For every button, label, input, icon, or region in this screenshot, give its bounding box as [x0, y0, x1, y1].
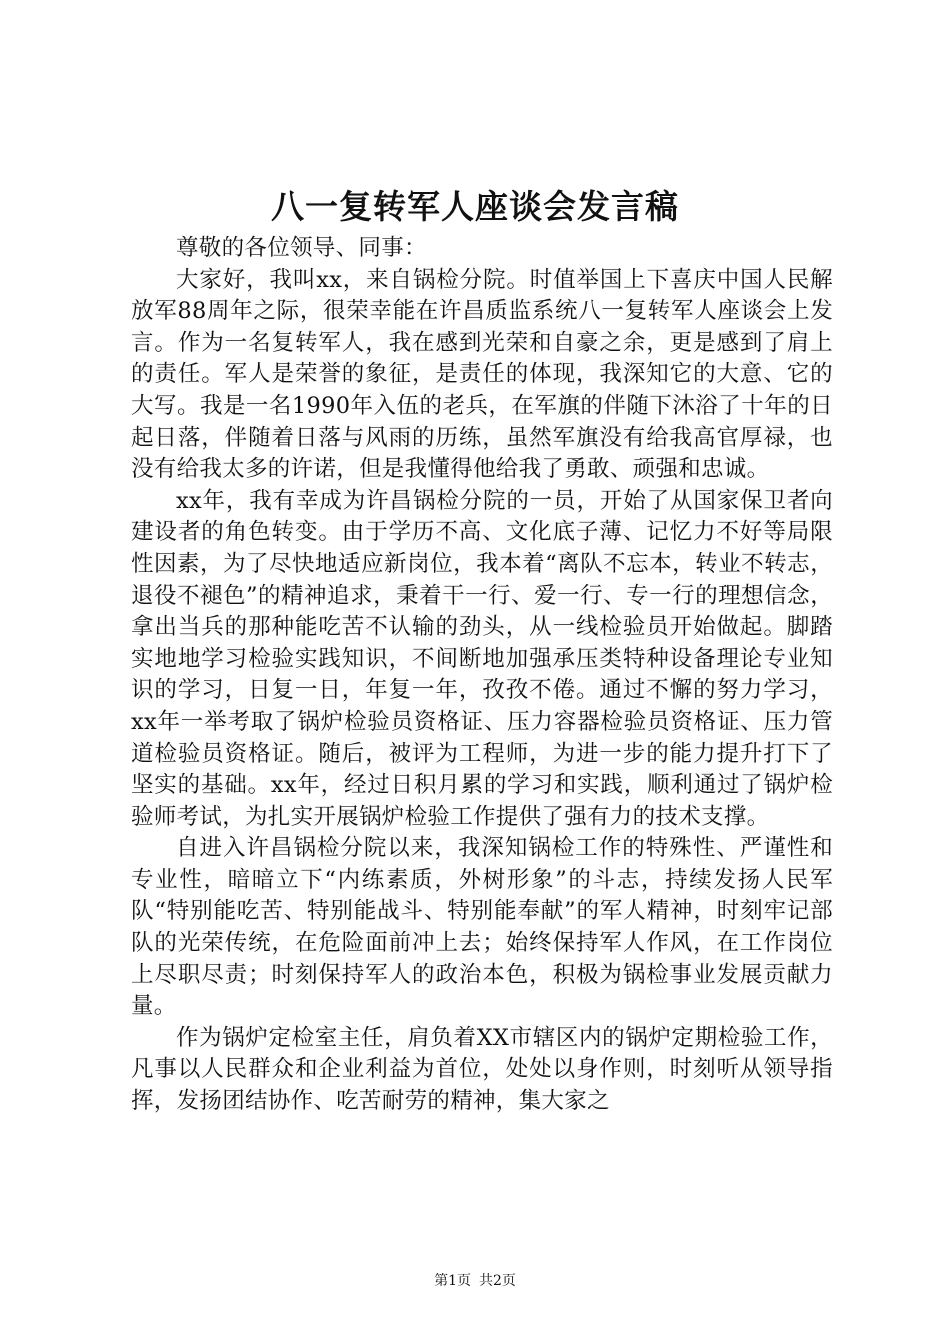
paragraph-4: 作为锅炉定检室主任，肩负着XX市辖区内的锅炉定期检验工作，凡事以人民群众和企业利益为首位，处处以身作则，时刻听从领导指挥，发扬团结协作、吃苦耐劳的精神，集大家之 — [131, 1024, 833, 1115]
salutation: 尊敬的各位领导、同事： — [176, 235, 427, 261]
document-title: 八一复转军人座谈会发言稿 — [271, 187, 679, 226]
document-body — [131, 233, 833, 1118]
paragraph-1: 大家好，我叫xx，来自锅检分院。时值举国上下喜庆中国人民解放军88周年之际，很荣幸能在许昌质监系统八一复转军人座谈会上发言。作为一名复转军人，我在感到光荣和自豪之余，更是感到了肩上的责任。军人是荣誉的象征，是责任的体现，我深知它的大意、它的大写。我是一名1990年入伍的老兵，在军旗的伴随下沐浴了十年的日起日落，伴随着日落与风雨的历练，虽然军旗没有给我高官厚禄，也没有给我太多的许诺，但是我懂得他给我了勇敢、顽强和忠诚。 — [131, 266, 833, 483]
page-footer — [0, 1271, 950, 1291]
paragraph-3: 自进入许昌锅检分院以来，我深知锅检工作的特殊性、严谨性和专业性，暗暗立下“内练素质，外树形象”的斗志，持续发扬人民军队“特别能吃苦、特别能战斗、特别能奉献”的军人精神，时刻牢记部队的光荣传统，在危险面前冲上去；始终保持军人作风，在工作岗位上尽职尽责；时刻保持军人的政治本色，积极为锅检事业发展贡献力量。 — [131, 835, 833, 1020]
page-number: 第1页 — [434, 1273, 471, 1289]
paragraph-2: xx年，我有幸成为许昌锅检分院的一员，开始了从国家保卫者向建设者的角色转变。由于学历不高、文化底子薄、记忆力不好等局限性因素，为了尽快地适应新岗位，我本着“离队不忘本，转业不转志，退役不褪色”的精神追求，秉着干一行、爱一行、专一行的理想信念，拿出当兵的那种能吃苦不认输的劲头，从一线检验员开始做起。脚踏实地地学习检验实践知识，不间断地加强承压类特种设备理论专业知识的学习，日复一日，年复一年，孜孜不倦。通过不懈的努力学习，xx年一举考取了锅炉检验员资格证、压力容器检验员资格证、压力管道检验员资格证。随后，被评为工程师，为进一步的能力提升打下了坚实的基础。xx年，经过日积月累的学习和实践，顺利通过了锅炉检验师考试，为扎实开展锅炉检验工作提供了强有力的技术支撑。 — [131, 487, 833, 830]
page-total: 共2页 — [479, 1273, 516, 1289]
